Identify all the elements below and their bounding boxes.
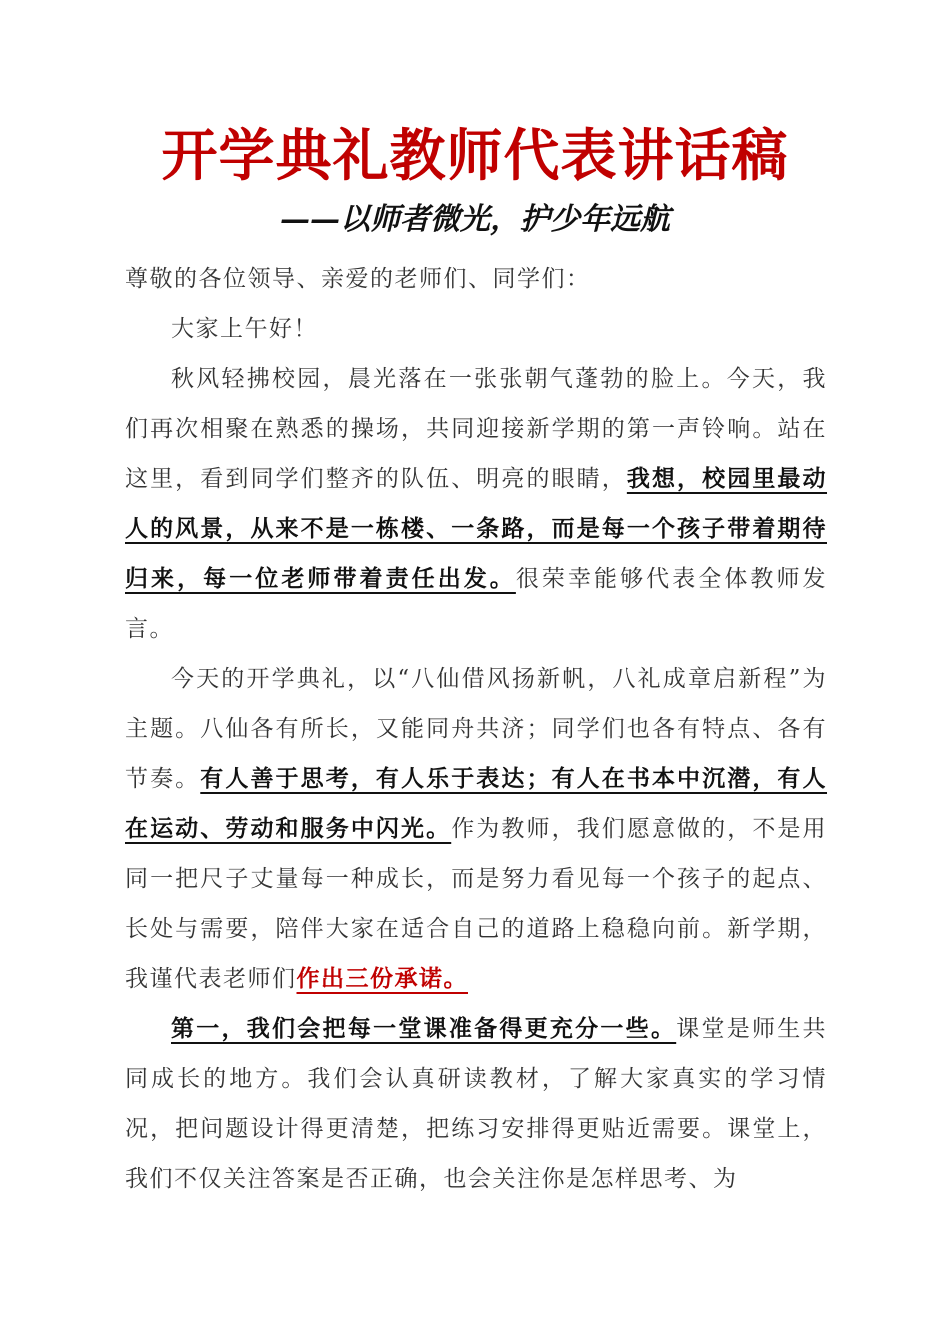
paragraph-1-text-b: 很荣幸能够代表全体教师发言。: [125, 566, 828, 642]
salutation: 尊敬的各位领导、亲爱的老师们、同学们：: [125, 266, 591, 292]
paragraph-1-text-a: 秋风轻拂校园，晨光落在一张张朝气蓬勃的脸上。今天，我们再次相聚在熟悉的操场，共同迎接新学期的第一声铃响。站在这里，看到同学们整齐的队伍、明亮的眼睛，: [125, 366, 827, 492]
paragraph-1: [125, 354, 827, 654]
paragraph-2-highlight-red: 作出三份承诺。: [296, 965, 468, 992]
greeting: 大家上午好！: [171, 316, 318, 342]
paragraph-1-highlight: 我想，校园里最动人的风景，从来不是一栋楼、一条路，而是每一个孩子带着期待归来，每一位老师带着责任出发。: [125, 465, 828, 592]
paragraph-2: [125, 654, 827, 1004]
paragraph-2-text-a: 今天的开学典礼，以“八仙借风扬新帆，八礼成章启新程”为主题。八仙各有所长，又能同舟共济；同学们也各有特点、各有节奏。: [125, 666, 827, 792]
document-title: 开学典礼教师代表讲话稿: [161, 124, 789, 189]
paragraph-3-text-b: 课堂是师生共同成长的地方。我们会认真研读教材，了解大家真实的学习情况，把问题设计得更清楚，把练习安排得更贴近需要。课堂上，我们不仅关注答案是否正确，也会关注你是怎样思考、为: [125, 1016, 828, 1192]
paragraph-2-highlight: 有人善于思考，有人乐于表达；有人在书本中沉潜，有人在运动、劳动和服务中闪光。: [125, 765, 828, 842]
paragraph-3: [125, 1004, 827, 1204]
document-subtitle: ——以师者微光，护少年远航: [280, 202, 670, 237]
document-body: [125, 254, 827, 1204]
paragraph-3-highlight: 第一，我们会把每一堂课准备得更充分一些。: [171, 1015, 677, 1042]
paragraph-2-text-b: 作为教师，我们愿意做的，不是用同一把尺子丈量每一种成长，而是努力看见每一个孩子的起点、长处与需要，陪伴大家在适合自己的道路上稳稳向前。新学期，我谨代表老师们: [125, 816, 828, 992]
